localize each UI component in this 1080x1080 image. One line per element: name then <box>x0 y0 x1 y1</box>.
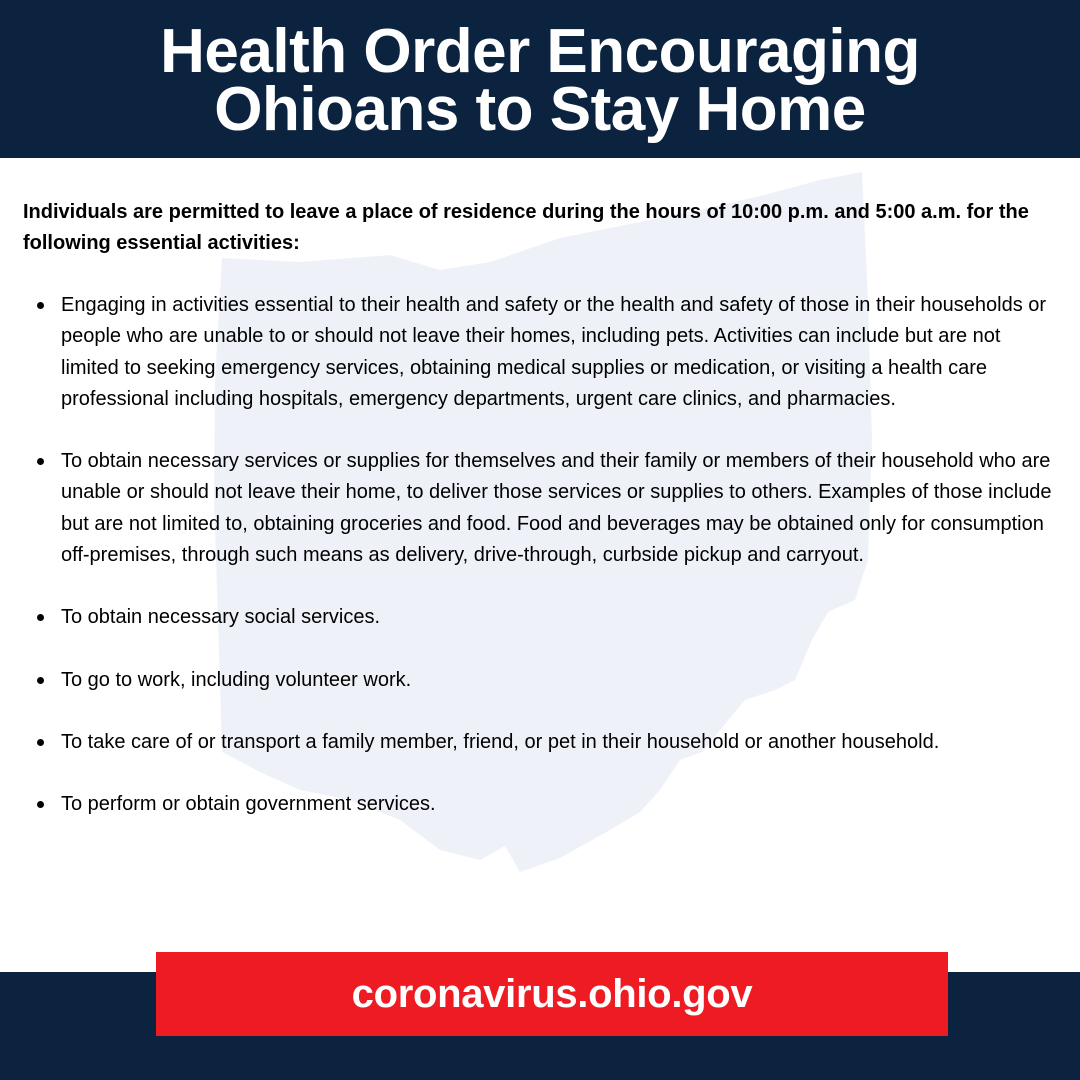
list-item <box>23 446 1053 571</box>
list-item <box>23 789 1053 820</box>
page-title-line-1: Health Order Encouraging <box>160 17 920 86</box>
list-item <box>23 602 1053 633</box>
list-item-text: To perform or obtain government services. <box>61 793 436 816</box>
content-area <box>23 197 1053 821</box>
website-link-button[interactable] <box>156 952 948 1036</box>
list-item <box>23 290 1053 415</box>
list-item-text: To obtain necessary social services. <box>61 606 381 629</box>
list-item-text: Engaging in activities essential to their health and safety or the health and safety of those in their households or people who are unable to or should not leave their homes, including pets. Activities can include but are not limited to seeking emergency services, obtaining medical supplies or medication, or visiting a health care professional including hospitals, emergency departments, urgent care clinics, and pharmacies. <box>61 294 1047 410</box>
list-item-text: To take care of or transport a family member, friend, or pet in their household or another household. <box>61 730 940 753</box>
website-link-text: coronavirus.ohio.gov <box>351 971 753 1016</box>
list-item <box>23 665 1053 696</box>
bullet-icon <box>37 302 44 309</box>
bullet-icon <box>37 458 44 465</box>
intro-text: Individuals are permitted to leave a place of residence during the hours of 10:00 p.m. and 5:00 a.m. for the following essential activities: <box>23 201 1029 254</box>
bullet-icon <box>37 739 44 746</box>
bullet-icon <box>37 614 44 621</box>
essential-activities-list <box>23 290 1053 821</box>
list-item-text: To go to work, including volunteer work. <box>61 668 412 691</box>
list-item <box>23 727 1053 758</box>
bullet-icon <box>37 677 44 684</box>
page-title-line-2: Ohioans to Stay Home <box>214 75 866 144</box>
bullet-icon <box>37 801 44 808</box>
list-item-text: To obtain necessary services or supplies for themselves and their family or members of their household who are unable or should not leave their home, to deliver those services or supplies to others. Examples of those include but are not limited to, obtaining groceries and food. Food and beverages may be obtained only for consumption off-premises, through such means as delivery, drive-through, curbside pickup and carryout. <box>61 450 1052 567</box>
